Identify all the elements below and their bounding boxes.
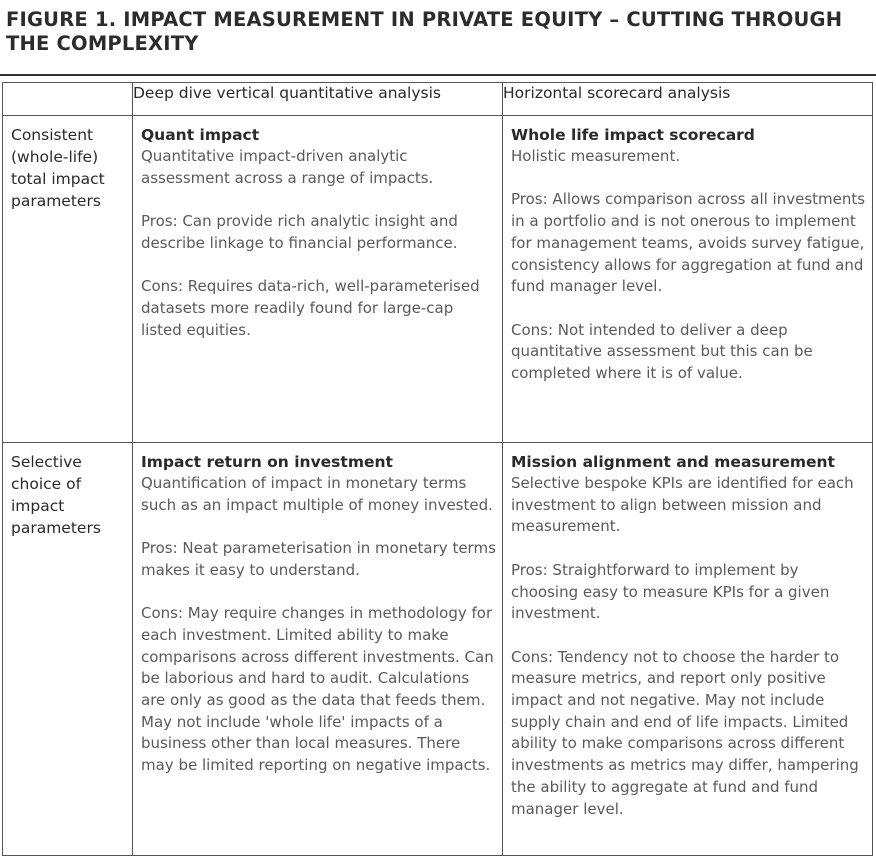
cell-title: Impact return on investment [141, 453, 393, 471]
cell-pros: Pros: Allows comparison across all investments in a portfolio and is not onerous to implement for management teams, avoids survey fatigue, consistency allows for aggregation at fund and fund manager level. [511, 190, 866, 296]
cell-pros: Pros: Can provide rich analytic insight and describe linkage to financial performance. [141, 212, 458, 252]
cell-title: Whole life impact scorecard [511, 126, 755, 144]
cell-description: Quantitative impact-driven analytic assessment across a range of impacts. [141, 147, 434, 187]
cell-cons: Cons: Tendency not to choose the harder to measure metrics, and report only positive impact and not negative. May not include supply chain and end of life impacts. Limited ability to make comparisons across different investments as metrics may differ, hampering the ability to aggregate at fund and fund manager level. [511, 647, 859, 818]
cell-impact-roi [133, 443, 503, 856]
header-horizontal-analysis: Horizontal scorecard analysis [503, 83, 873, 116]
table-row-selective [3, 443, 873, 856]
cell-title: Mission alignment and measurement [511, 453, 835, 471]
header-corner-cell [3, 83, 133, 116]
cell-cons: Cons: Not intended to deliver a deep quantitative assessment but this can be completed where it is of value. [511, 320, 813, 382]
cell-title: Quant impact [141, 126, 260, 144]
table-row-consistent [3, 116, 873, 443]
row-label-consistent: Consistent (whole-life) total impact parameters [3, 116, 133, 443]
cell-pros: Pros: Neat parameterisation in monetary terms makes it easy to understand. [141, 539, 496, 579]
cell-description: Quantification of impact in monetary terms such as an impact multiple of money invested. [141, 474, 493, 514]
cell-mission-alignment [503, 443, 873, 856]
cell-pros: Pros: Straightforward to implement by choosing easy to measure KPIs for a given investment. [511, 560, 830, 623]
cell-whole-life-scorecard [503, 116, 873, 443]
cell-cons: Cons: May require changes in methodology for each investment. Limited ability to make comparisons across different investments. Can be laborious and hard to audit. Calculations are only as good as the data that feeds them. May not include 'whole life' impacts of a business other than local measures. There may be limited reporting on negative impacts. [141, 604, 494, 775]
impact-measurement-table [2, 82, 873, 856]
title-divider [0, 74, 876, 76]
header-vertical-analysis: Deep dive vertical quantitative analysis [133, 83, 503, 116]
cell-description: Selective bespoke KPIs are identified for each investment to align between mission and measurement. [511, 474, 854, 536]
cell-quant-impact [133, 116, 503, 443]
figure-title: FIGURE 1. IMPACT MEASUREMENT IN PRIVATE EQUITY – CUTTING THROUGH THE COMPLEXITY [6, 8, 843, 55]
cell-description: Holistic measurement. [511, 147, 681, 165]
cell-cons: Cons: Requires data-rich, well-parameterised datasets more readily found for large-cap listed equities. [141, 277, 480, 339]
table-header-row [3, 83, 873, 116]
row-label-selective: Selective choice of impact parameters [3, 443, 133, 856]
